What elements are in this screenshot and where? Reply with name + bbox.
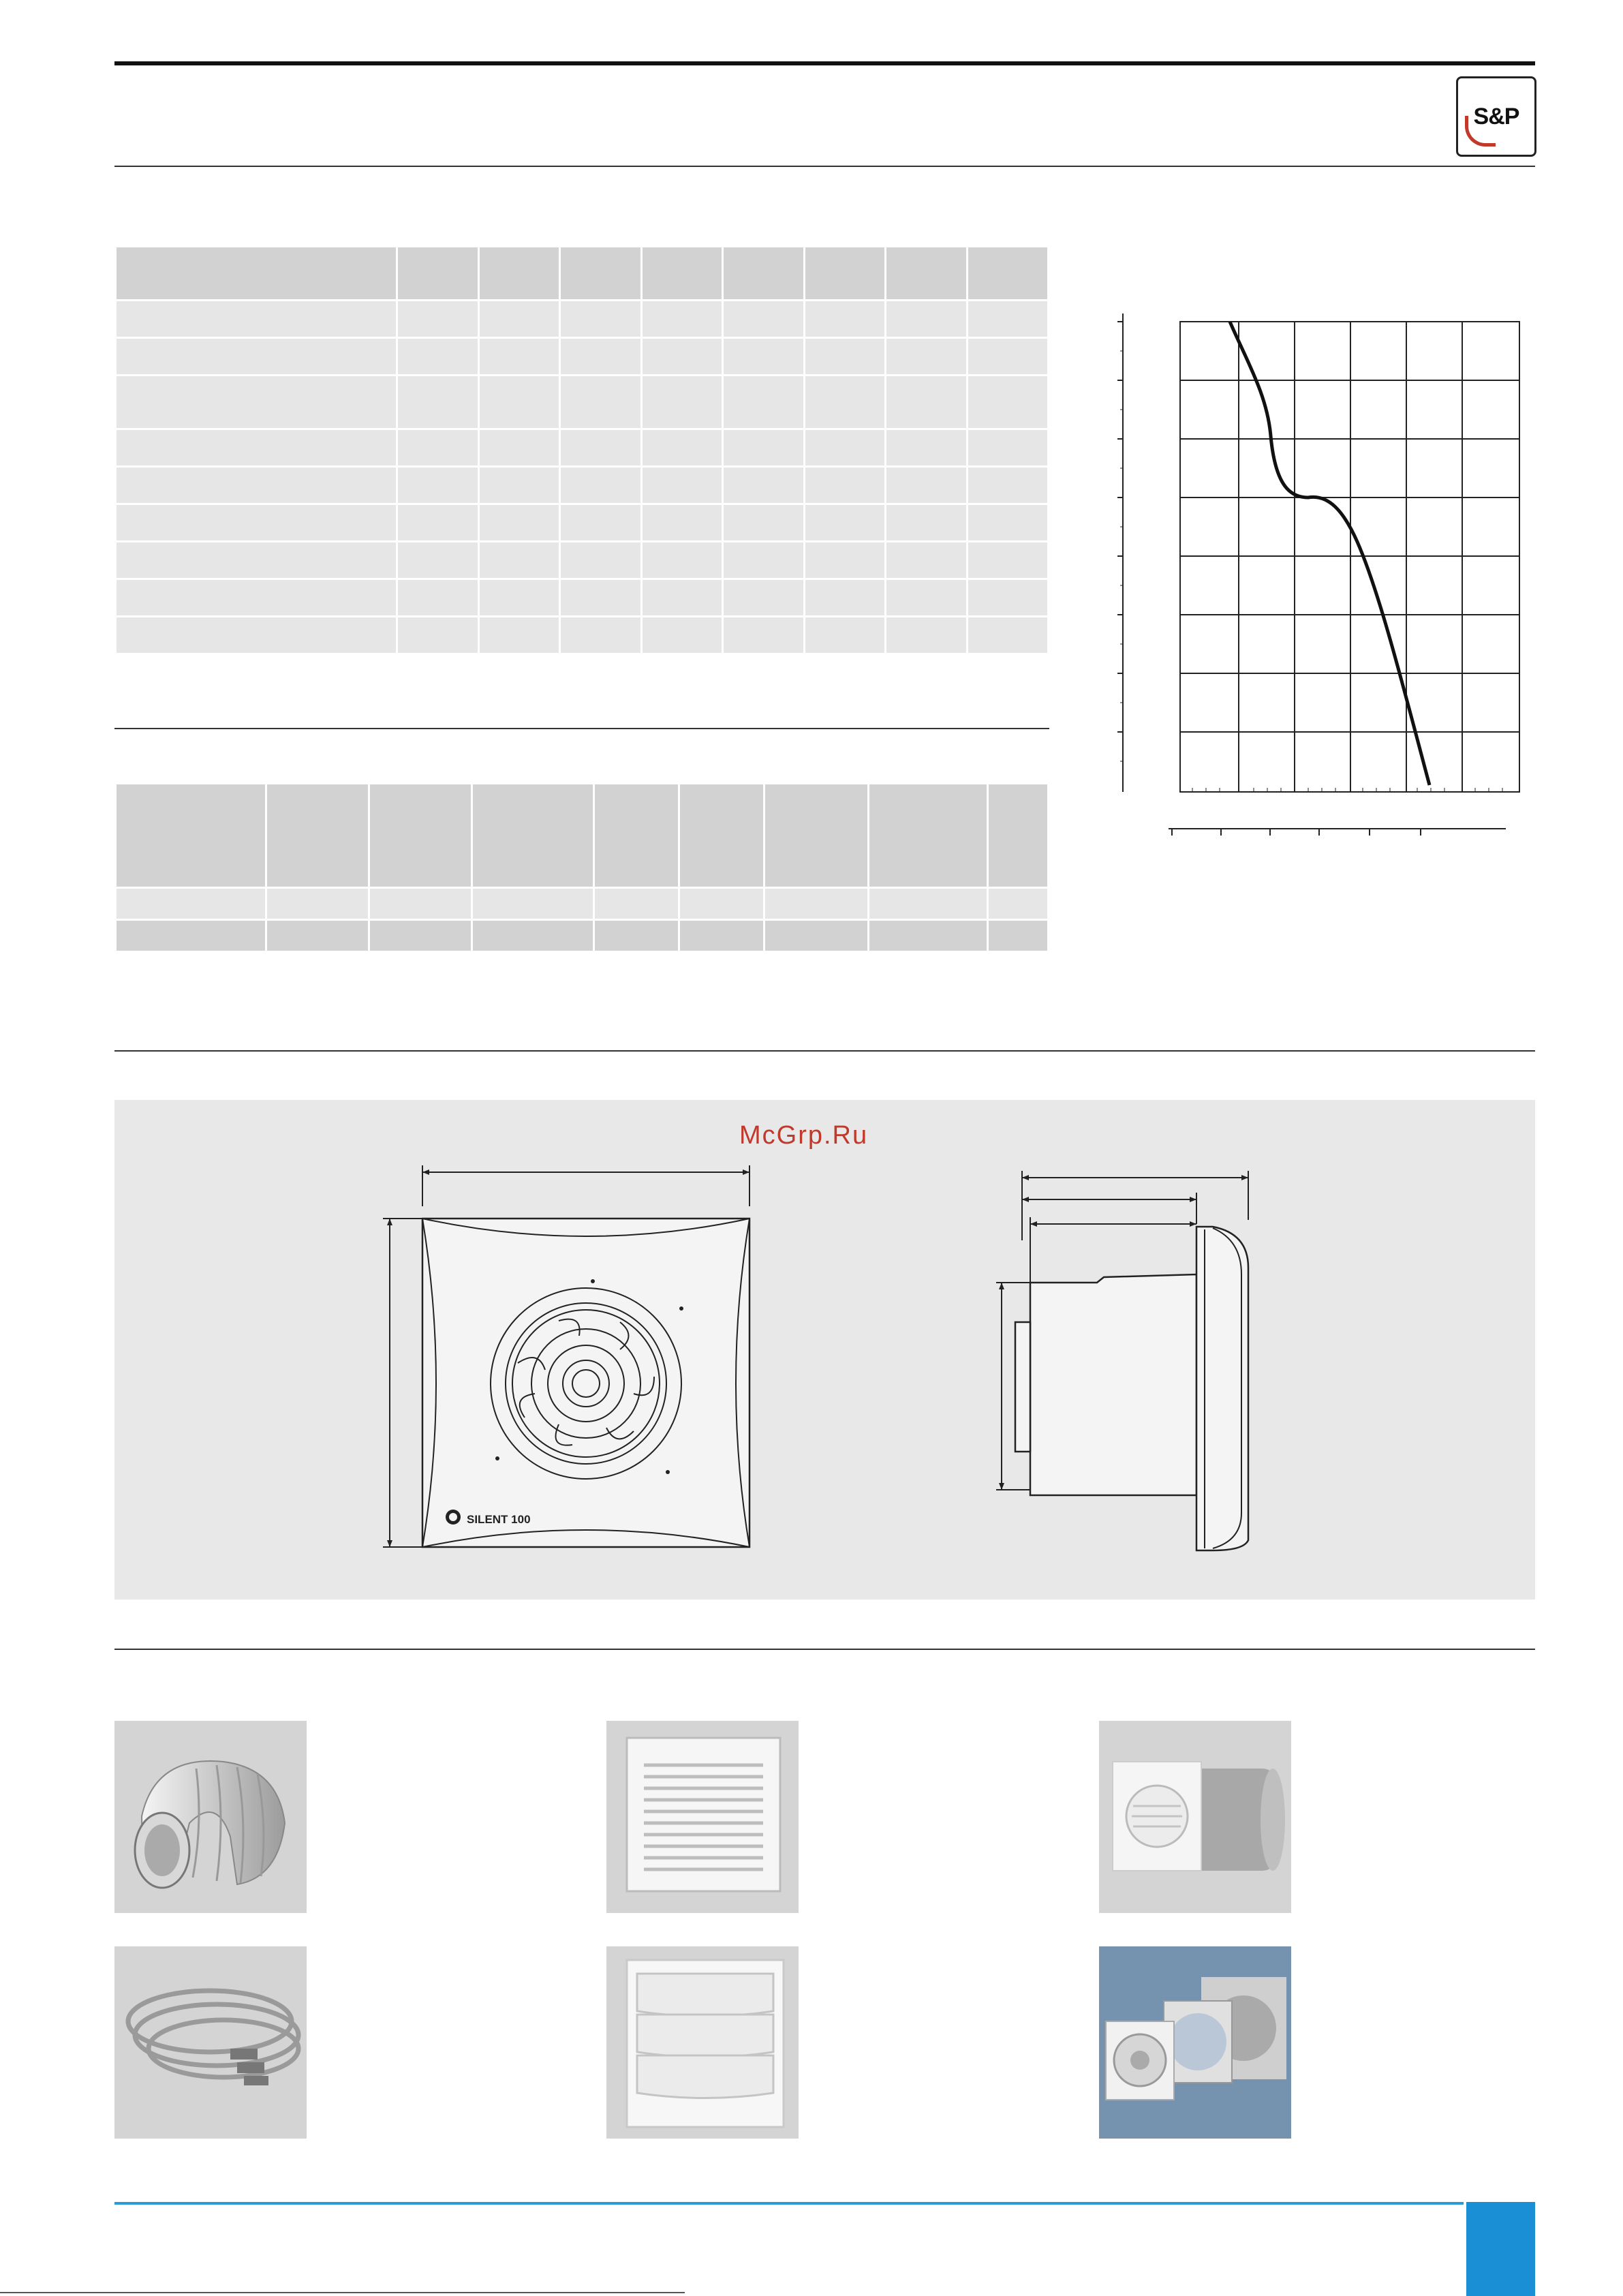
section-rule-1 — [114, 728, 1049, 729]
watermark: McGrp.Ru — [739, 1121, 869, 1150]
accessory-thumb-1 — [114, 1721, 307, 1913]
dimensions-table — [114, 782, 1049, 953]
accessory-thumb-3 — [1099, 1721, 1291, 1913]
footer-rule — [114, 2202, 1464, 2205]
chart-grid — [1180, 322, 1519, 792]
flexible-duct-icon — [114, 1721, 307, 1913]
secondary-x-axis — [1169, 829, 1506, 836]
accessory-thumb-5 — [606, 1946, 799, 2139]
fan-side-view — [988, 1159, 1274, 1561]
accessory-thumb-4 — [114, 1946, 307, 2139]
performance-curve-chart — [1104, 307, 1526, 845]
top-rule — [114, 61, 1535, 65]
wall-kit-icon — [1099, 1721, 1291, 1913]
dimension-drawing-panel — [114, 1100, 1535, 1599]
wall-grille-icon — [606, 1721, 799, 1913]
bottom-scan-line — [0, 2292, 685, 2293]
product-model-label: SILENT 100 — [467, 1513, 531, 1526]
section-rule-3 — [114, 1649, 1535, 1650]
accessory-thumb-2 — [606, 1721, 799, 1913]
duct-clamps-icon — [114, 1946, 307, 2139]
accessory-thumb-6 — [1099, 1946, 1291, 2139]
installation-kit-icon — [1099, 1946, 1291, 2139]
gravity-shutter-icon — [606, 1946, 799, 2139]
technical-data-table — [114, 245, 1049, 655]
section-rule-2 — [114, 1050, 1535, 1052]
fan-front-view — [382, 1159, 763, 1554]
y-axis — [1117, 313, 1123, 792]
brand-logo-text: S&P — [1473, 103, 1519, 129]
fan-curve-line — [1230, 322, 1429, 785]
page-number-block — [1466, 2202, 1535, 2296]
header-rule — [114, 166, 1535, 167]
